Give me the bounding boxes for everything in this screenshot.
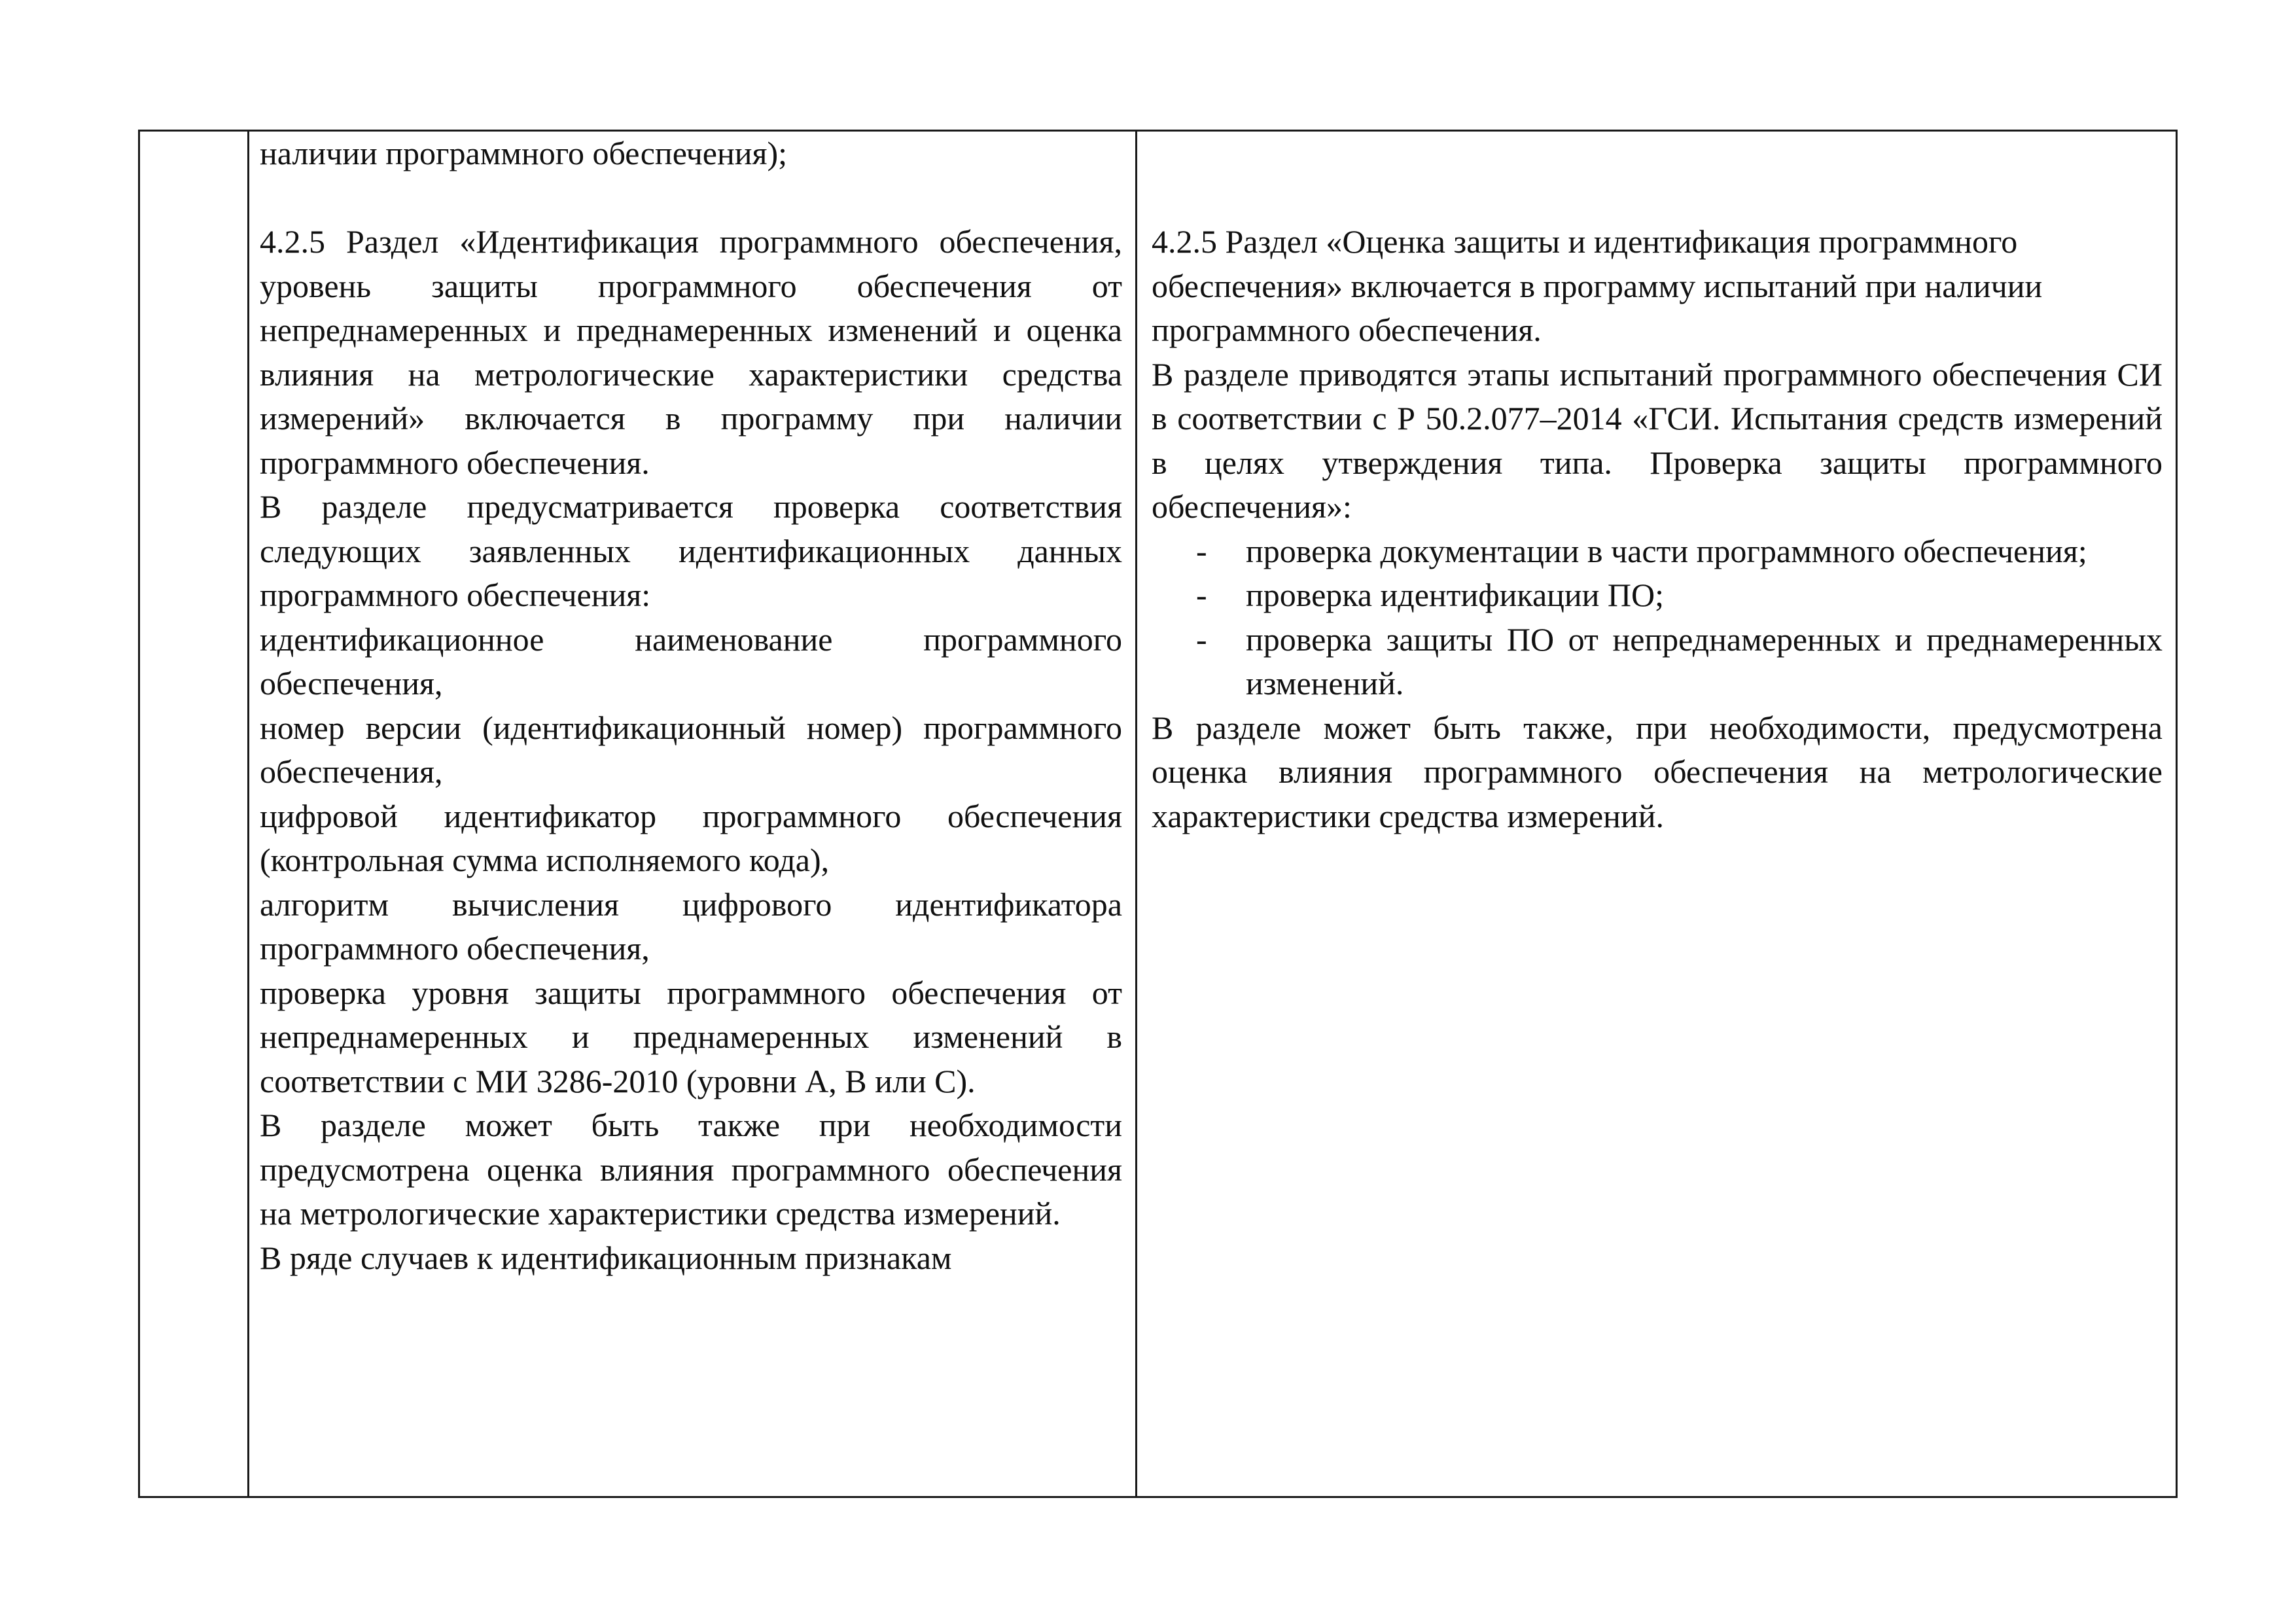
list-item: - проверка идентификации ПО; <box>1196 573 2163 618</box>
right-checks-list <box>1152 529 2163 706</box>
left-continuation: наличии программного обеспечения); <box>260 135 788 171</box>
comparison-table <box>138 130 2178 1498</box>
list-item: - проверка документации в части программного обеспечения; <box>1196 529 2163 574</box>
left-item-algorithm: алгоритм вычисления цифрового идентификатора программного обеспечения, <box>260 885 1122 967</box>
left-impact-paragraph: В разделе может быть также при необходимости предусмотрена оценка влияния программного обеспечения на метрологические характеристики средства измерений. <box>260 1107 1122 1232</box>
left-section-heading-paragraph: 4.2.5 Раздел «Идентификация программного обеспечения, уровень защиты программного обеспечения от непреднамеренных и преднамеренных изменений и оценка влияния на метрологические характеристики средства измерений» включается в программу при наличии программного обеспечения. <box>260 223 1122 481</box>
list-item: - проверка защиты ПО от непреднамеренных и преднамеренных изменений. <box>1196 618 2163 706</box>
left-check-intro: В разделе предусматривается проверка соответствия следующих заявленных идентификационных данных программного обеспечения: <box>260 488 1122 613</box>
left-item-protection-level: проверка уровня защиты программного обеспечения от непреднамеренных и преднамеренных изменений в соответствии с МИ 3286-2010 (уровни А, В или С). <box>260 974 1122 1099</box>
left-item-version: номер версии (идентификационный номер) программного обеспечения, <box>260 709 1122 790</box>
left-trailing-paragraph: В ряде случаев к идентификационным признакам <box>260 1239 952 1276</box>
left-item-name: идентификационное наименование программного обеспечения, <box>260 620 1122 702</box>
left-text-cell <box>249 131 1137 1497</box>
dash-marker: - <box>1196 532 1207 569</box>
number-cell <box>139 131 249 1497</box>
dash-marker: - <box>1196 577 1207 613</box>
right-closing-paragraph: В разделе может быть также, при необходимости, предусмотрена оценка влияния программного обеспечения на метрологические характеристики средства измерений. <box>1152 709 2163 834</box>
table-row <box>139 131 2177 1497</box>
right-intro-paragraph: 4.2.5 Раздел «Оценка защиты и идентификация программного обеспечения» включается в программу испытаний при наличии программного обеспечения. <box>1152 223 2043 348</box>
left-item-digital-id: цифровой идентификатор программного обеспечения (контрольная сумма исполняемого кода), <box>260 797 1122 878</box>
right-stages-paragraph: В разделе приводятся этапы испытаний программного обеспечения СИ в соответствии с Р 50.2.077–2014 «ГСИ. Испытания средств измерений в целях утверждения типа. Проверка защиты программного обеспечения»: <box>1152 355 2163 525</box>
dash-marker: - <box>1196 620 1207 658</box>
right-text-cell <box>1137 131 2177 1497</box>
